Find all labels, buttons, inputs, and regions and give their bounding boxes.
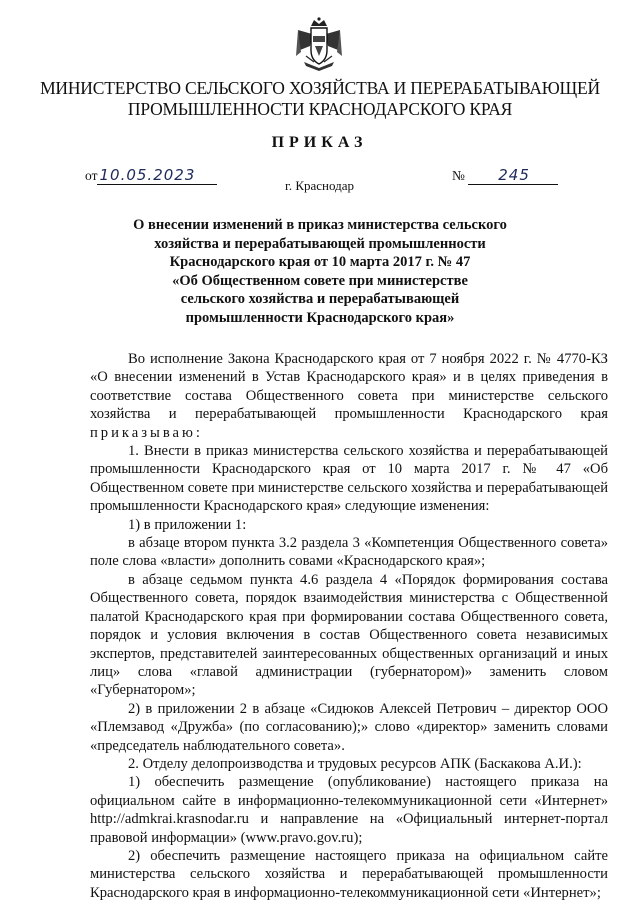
intro-text: Во исполнение Закона Краснодарского края от 7 ноября 2022 г. № 4770-КЗ «О внесении изменений в Устав Краснодарского края» и в целях приведения в соответствие состава Общественного совета при министерстве сельского хозяйства и перерабатывающей промышленности Краснодарского края xyxy=(90,351,608,423)
ministry-line-2: ПРОМЫШЛЕННОСТИ КРАСНОДАРСКОГО КРАЯ xyxy=(127,99,513,119)
intro-paragraph xyxy=(90,350,608,442)
title-line: промышленности Краснодарского края» xyxy=(185,309,455,326)
title-line: хозяйства и перерабатывающей промышленности xyxy=(154,235,486,252)
order-body xyxy=(90,350,608,902)
number-prefix: № xyxy=(452,168,465,183)
title-line: Краснодарского края от 10 марта 2017 г. № 47 xyxy=(169,254,471,270)
coat-of-arms-icon xyxy=(294,16,344,72)
paragraph-1-1-b: в абзаце седьмом пункта 4.6 раздела 4 «Порядок формирования состава Общественного совета, порядок взаимодействия министерства с Общественной палатой Краснодарского края при формировании состава Общественного совета, порядок и условия включения в состав Общественного совета независимых экспертов, представителей заинтересованных общественных организаций и иных лиц» слова «главой администрации (губернатором)» заменить словом «Губернатором»; xyxy=(90,571,608,699)
title-line: «Об Общественном совете при министерстве xyxy=(172,272,468,289)
date-prefix: от xyxy=(85,168,98,183)
paragraph-1-1: 1) в приложении 1: xyxy=(128,516,247,533)
paragraph-2-2: 2) обеспечить размещение настоящего приказа на официальном сайте министерства сельского хозяйства и перерабатывающей промышленности Краснодарского края в информационно-телекоммуникационной сети «Интернет»; xyxy=(90,847,608,901)
order-title xyxy=(120,216,520,327)
paragraph-1: 1. Внести в приказ министерства сельского хозяйства и перерабатывающей промышленности Краснодарского края от 10 марта 2017 г. № 47 «Об Общественном совете при министерстве сельского хозяйства и перерабатывающей промышленности Краснодарского края» следующие изменения: xyxy=(90,443,608,515)
ministry-name xyxy=(40,78,600,120)
order-date: 10.05.2023 xyxy=(99,166,196,184)
paragraph-2: 2. Отделу делопроизводства и трудовых ресурсов АПК (Баскакова А.И.): xyxy=(128,755,582,772)
order-number: 245 xyxy=(498,166,530,184)
document-type: ПРИКАЗ xyxy=(271,134,368,151)
paragraph-2-1: 1) обеспечить размещение (опубликование) настоящего приказа на официальном сайте в информационно-телекоммуникационной сети «Интернет» http://admkrai.krasnodar.ru и направление на «Официальный интернет-портал правовой информации» (www.pravo.gov.ru); xyxy=(90,774,608,846)
ministry-line-1: МИНИСТЕРСТВО СЕЛЬСКОГО ХОЗЯЙСТВА И ПЕРЕРАБАТЫВАЮЩЕЙ xyxy=(40,78,600,98)
city: г. Краснодар xyxy=(284,178,355,193)
paragraph-1-2: 2) в приложении 2 в абзаце «Сидюков Алексей Петрович – директор ООО «Племзавод «Дружба» (по согласованию);» слово «директор» заменить словами «председатель наблюдательного совета». xyxy=(90,700,608,754)
order-word: приказываю: xyxy=(90,424,203,441)
title-line: сельского хозяйства и перерабатывающей xyxy=(180,291,460,307)
title-line: О внесении изменений в приказ министерства сельского xyxy=(133,217,507,233)
paragraph-1-1-a: в абзаце втором пункта 3.2 раздела 3 «Компетенция Общественного совета» поле слова «власти» дополнить совами «Краснодарского края»; xyxy=(90,535,608,570)
